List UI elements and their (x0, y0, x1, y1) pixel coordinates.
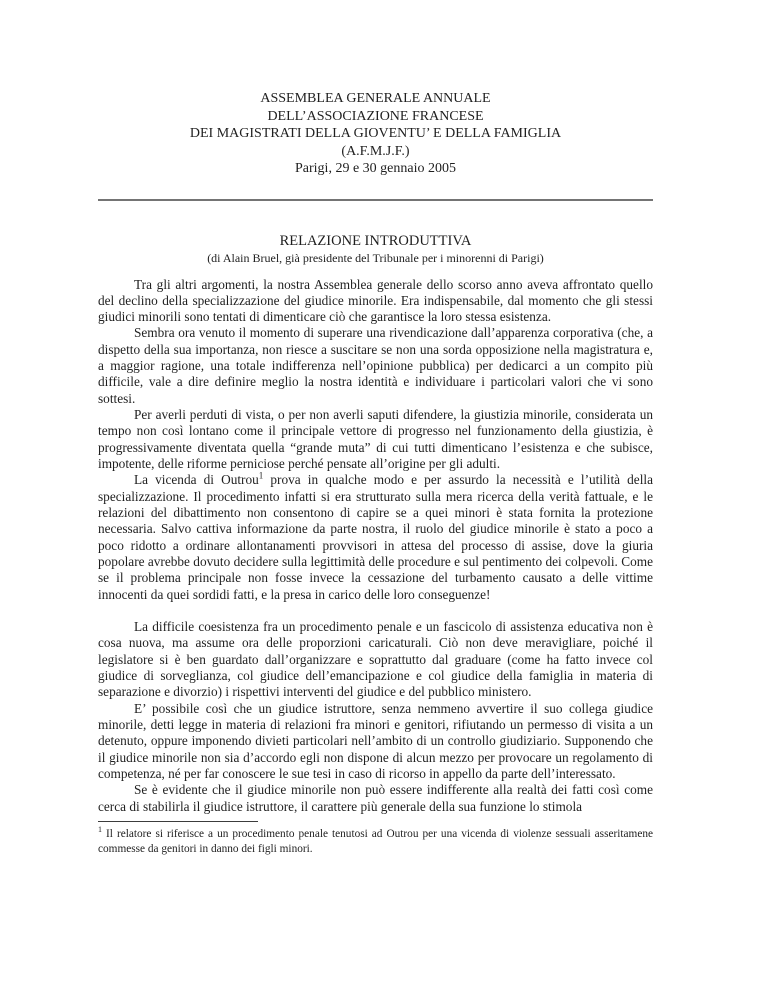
header-line-1: ASSEMBLEA GENERALE ANNUALE (260, 91, 491, 106)
document-content (98, 90, 653, 856)
paragraph-1: Tra gli altri argomenti, la nostra Assemblea generale dello scorso anno aveva affrontato quello del declino della specializzazione del giudice minorile. Era indispensabile, dal momento che gli stessi giudici minorili sono tentati di dimenticare ciò che garantisce la loro stessa esistenza. (98, 276, 653, 325)
footnote-reference: 1 (258, 471, 264, 482)
document-subtitle: (di Alain Bruel, già presidente del Tribunale per i minorenni di Parigi) (207, 250, 544, 265)
footnote-text: Il relatore si riferisce a un procedimento penale tenutosi ad Outrou per una vicenda di violenze sessuali asseritamene commesse da genitori in danno dei figli minori. (98, 828, 653, 855)
header-line-2: DELL’ASSOCIAZIONE FRANCESE (267, 108, 484, 124)
paragraph-2: Sembra ora venuto il momento di superare una rivendicazione dall’apparenza corporativa (che, a dispetto della sua importanza, non riesce a suscitare se non una sorda opposizione nella magistratura e, a maggior ragione, una totale indifferenza nell’opinione pubblica) per dedicarci a un compito più difficile, vale a dire definire meglio la nostra identità e individuare i particolari valori che vi sono sottesi. (98, 325, 653, 406)
paragraph-6: E’ possibile così che un giudice istruttore, senza nemmeno avvertire il suo collega giudice minorile, detti legge in materia di relazioni fra minori e genitori, rifiutando un permesso di visita a un detenuto, oppure imponendo divieti particolari nell’ambito di un controllo giudiziario. Supponendo che il giudice minorile non sia d’accordo egli non dispone di alcun mezzo per provocare un regolamento di competenza, né per far conoscere le sue tesi in caso di ricorso in appello da parte dell’interessato. (98, 700, 653, 782)
document-title: RELAZIONE INTRODUTTIVA (279, 232, 472, 249)
footnote-area (98, 821, 653, 856)
header-line-4: (A.F.M.J.F.) (341, 143, 410, 159)
paragraph-5: La difficile coesistenza fra un procedimento penale e un fascicolo di assistenza educativa non è cosa nuova, ma assume ora delle proporzioni caricaturali. Ciò non deve meravigliare, poiché il legislatore si è ben guardato dall’organizzare e soprattutto dal graduare (come ha fatto invece col giudice di sorveglianza, col giudice dell’emancipazione e col giudice della famiglia in materia di separazione e divorzio) i rispettivi interventi del giudice e del pubblico ministero. (98, 619, 653, 700)
header-divider (98, 199, 653, 201)
header-line-5: Parigi, 29 e 30 gennaio 2005 (295, 161, 456, 176)
paragraph-3: Per averli perduti di vista, o per non averli saputi difendere, la giustizia minorile, considerata un tempo non così lontano come il principale vettore di progresso nel funzionamento della giustizia, è progressivamente diventata quella “grande muta” di cui tutti dimenticano l’esistenza e che subisce, impotente, delle riforme perniciose perché pensate all’origine per gli adulti. (98, 407, 653, 472)
footnote-divider (98, 821, 258, 822)
paragraph-4 (98, 472, 653, 603)
document-header (98, 90, 653, 178)
document-body (98, 277, 653, 816)
footnote-marker: 1 (98, 825, 102, 835)
paragraph-4-text-before: La vicenda di Outrou (134, 472, 259, 488)
header-line-3: DEI MAGISTRATI DELLA GIOVENTU’ E DELLA FAMIGLIA (189, 126, 562, 141)
paragraph-4-text-after: prova in qualche modo e per assurdo la necessità e l’utilità della specializzazione. Il procedimento infatti si era strutturato sulla mera ricerca della verità fattuale, e le relazioni del dibattimento non consentono di capire se a quei minori è stata fornita la protezione necessaria. Salvo cattiva informazione da parte nostra, il ruolo del giudice minorile è stato a poco a poco ridotto a ordinare allontanamenti provvisori in attesa del processo di assise, dove la giuria popolare avrebbe dovuto decidere sulla legittimità delle procedure e sul pentimento dei colpevoli. Come se il problema principale non fosse invece la cessazione del turbamento causato a delle vittime innocenti da quei sordidi fatti, e la presa in carico delle loro conseguenze! (98, 472, 653, 602)
footnote (98, 827, 653, 856)
paragraph-7: Se è evidente che il giudice minorile non può essere indifferente alla realtà dei fatti così come cerca di stabilirla il giudice istruttore, il carattere più generale della sua funzione lo stimola (98, 782, 653, 814)
